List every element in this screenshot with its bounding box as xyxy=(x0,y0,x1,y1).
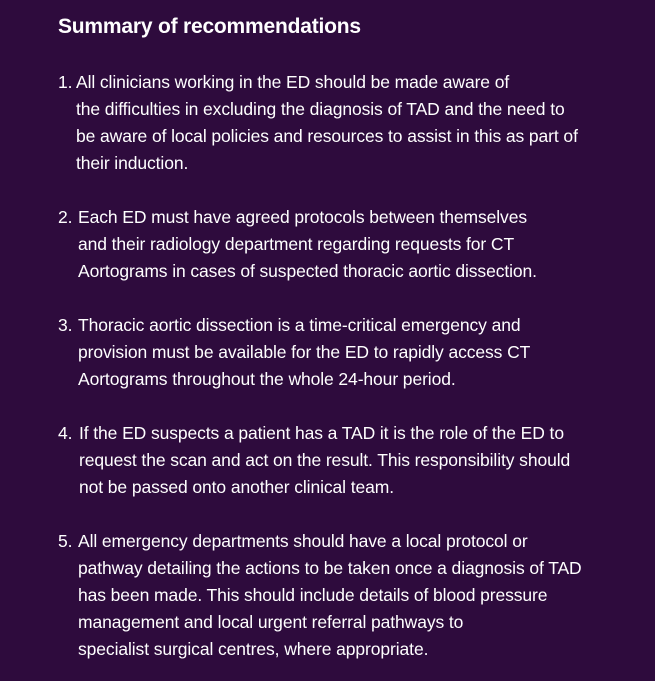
recommendation-line: Thoracic aortic dissection is a time-critical emergency and xyxy=(78,315,521,335)
recommendation-line: and their radiology department regarding requests for CT xyxy=(78,234,515,254)
recommendation-line: provision must be available for the ED to rapidly access CT xyxy=(78,342,531,362)
recommendation-line: be aware of local policies and resources to assist in this as part of xyxy=(76,126,578,146)
recommendation-line: Aortograms throughout the whole 24-hour period. xyxy=(78,369,456,389)
recommendation-line: pathway detailing the actions to be taken once a diagnosis of TAD xyxy=(78,558,582,578)
recommendation-line: their induction. xyxy=(76,153,189,173)
recommendation-line: specialist surgical centres, where appropriate. xyxy=(78,639,429,659)
item-number: 2. xyxy=(58,207,73,227)
page-title: Summary of recommendations xyxy=(58,15,361,38)
item-number: 1. xyxy=(58,72,73,92)
recommendation-line: has been made. This should include details of blood pressure xyxy=(78,585,548,605)
item-number: 3. xyxy=(58,315,73,335)
item-number: 4. xyxy=(58,423,73,443)
recommendation-line: If the ED suspects a patient has a TAD it is the role of the ED to xyxy=(79,423,564,443)
recommendation-item xyxy=(58,69,638,177)
recommendation-item xyxy=(58,528,638,663)
recommendation-line: the difficulties in excluding the diagnosis of TAD and the need to xyxy=(76,99,565,119)
recommendation-line: All clinicians working in the ED should be made aware of xyxy=(76,72,510,92)
recommendation-line: Aortograms in cases of suspected thoracic aortic dissection. xyxy=(78,261,537,281)
recommendation-item xyxy=(58,312,638,393)
item-number: 5. xyxy=(58,531,73,551)
recommendation-line: Each ED must have agreed protocols between themselves xyxy=(78,207,527,227)
recommendation-line: All emergency departments should have a local protocol or xyxy=(78,531,528,551)
recommendation-item xyxy=(58,204,638,285)
recommendation-line: management and local urgent referral pathways to xyxy=(78,612,464,632)
recommendation-item xyxy=(58,420,638,501)
recommendation-line: not be passed onto another clinical team. xyxy=(79,477,394,497)
recommendation-line: request the scan and act on the result. This responsibility should xyxy=(79,450,571,470)
